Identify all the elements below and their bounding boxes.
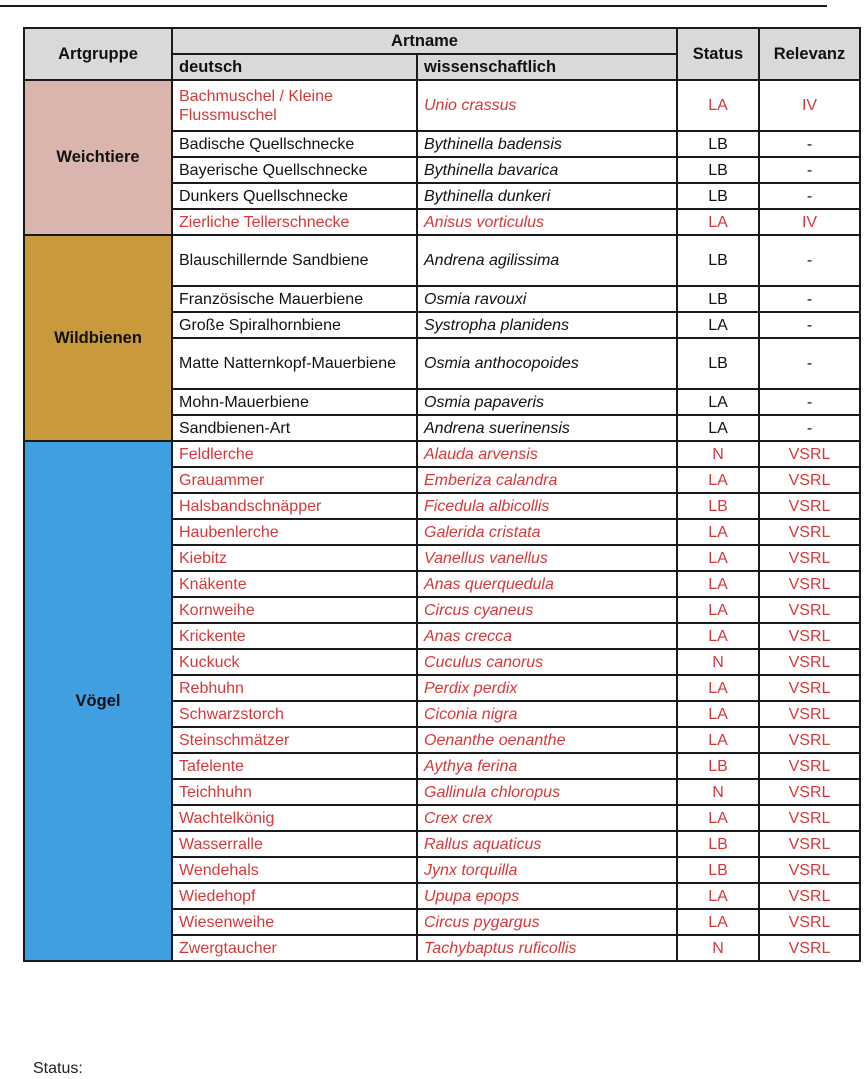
table-row	[24, 80, 860, 131]
cell-wissenschaftlich: Osmia ravouxi	[417, 286, 677, 312]
cell-wissenschaftlich: Perdix perdix	[417, 675, 677, 701]
cell-wissenschaftlich: Bythinella dunkeri	[417, 183, 677, 209]
cell-wissenschaftlich: Andrena suerinensis	[417, 415, 677, 441]
cell-wissenschaftlich: Osmia papaveris	[417, 389, 677, 415]
cell-status: LB	[677, 338, 759, 389]
cell-deutsch: Französische Mauerbiene	[172, 286, 417, 312]
cell-wissenschaftlich: Emberiza calandra	[417, 467, 677, 493]
header-status: Status	[677, 28, 759, 80]
cell-deutsch: Feldlerche	[172, 441, 417, 467]
cell-relevanz: VSRL	[759, 909, 860, 935]
cell-relevanz: VSRL	[759, 753, 860, 779]
cell-wissenschaftlich: Alauda arvensis	[417, 441, 677, 467]
cell-wissenschaftlich: Oenanthe oenanthe	[417, 727, 677, 753]
cell-deutsch: Krickente	[172, 623, 417, 649]
header-wissenschaftlich: wissenschaftlich	[417, 54, 677, 80]
cell-deutsch: Bachmuschel / Kleine Flussmuschel	[172, 80, 417, 131]
top-rule-divider	[0, 5, 827, 7]
cell-relevanz: VSRL	[759, 493, 860, 519]
cell-relevanz: VSRL	[759, 675, 860, 701]
cell-deutsch: Kiebitz	[172, 545, 417, 571]
cell-relevanz: -	[759, 286, 860, 312]
group-cell-weichtiere: Weichtiere	[24, 80, 172, 235]
cell-deutsch: Dunkers Quellschnecke	[172, 183, 417, 209]
cell-deutsch: Tafelente	[172, 753, 417, 779]
cell-relevanz: -	[759, 157, 860, 183]
cell-status: N	[677, 779, 759, 805]
cell-deutsch: Grauammer	[172, 467, 417, 493]
cell-relevanz: VSRL	[759, 623, 860, 649]
cell-status: LA	[677, 883, 759, 909]
cell-status: LA	[677, 675, 759, 701]
cell-status: LA	[677, 623, 759, 649]
cell-deutsch: Schwarzstorch	[172, 701, 417, 727]
cell-deutsch: Kuckuck	[172, 649, 417, 675]
cell-deutsch: Sandbienen-Art	[172, 415, 417, 441]
cell-deutsch: Haubenlerche	[172, 519, 417, 545]
cell-relevanz: VSRL	[759, 883, 860, 909]
cell-wissenschaftlich: Upupa epops	[417, 883, 677, 909]
cell-status: LB	[677, 131, 759, 157]
cell-wissenschaftlich: Jynx torquilla	[417, 857, 677, 883]
cell-relevanz: VSRL	[759, 649, 860, 675]
cell-wissenschaftlich: Circus cyaneus	[417, 597, 677, 623]
cell-wissenschaftlich: Systropha planidens	[417, 312, 677, 338]
cell-status: LA	[677, 909, 759, 935]
cell-wissenschaftlich: Bythinella badensis	[417, 131, 677, 157]
cell-deutsch: Kornweihe	[172, 597, 417, 623]
cell-deutsch: Blauschillernde Sandbiene	[172, 235, 417, 286]
cell-relevanz: -	[759, 312, 860, 338]
cell-relevanz: VSRL	[759, 831, 860, 857]
cell-status: LB	[677, 183, 759, 209]
cell-status: LB	[677, 493, 759, 519]
cell-wissenschaftlich: Gallinula chloropus	[417, 779, 677, 805]
cell-wissenschaftlich: Galerida cristata	[417, 519, 677, 545]
cell-deutsch: Teichhuhn	[172, 779, 417, 805]
cell-deutsch: Zwergtaucher	[172, 935, 417, 961]
cell-wissenschaftlich: Anas crecca	[417, 623, 677, 649]
cell-deutsch: Wiesenweihe	[172, 909, 417, 935]
species-table-body	[24, 80, 860, 961]
cell-deutsch: Halsbandschnäpper	[172, 493, 417, 519]
cell-deutsch: Mohn-Mauerbiene	[172, 389, 417, 415]
cell-status: LB	[677, 857, 759, 883]
cell-relevanz: IV	[759, 209, 860, 235]
cell-deutsch: Badische Quellschnecke	[172, 131, 417, 157]
cell-wissenschaftlich: Rallus aquaticus	[417, 831, 677, 857]
cell-deutsch: Wachtelkönig	[172, 805, 417, 831]
cell-status: LA	[677, 727, 759, 753]
cell-deutsch: Rebhuhn	[172, 675, 417, 701]
cell-relevanz: VSRL	[759, 779, 860, 805]
cell-status: N	[677, 441, 759, 467]
group-cell-voegel: Vögel	[24, 441, 172, 961]
cell-status: LA	[677, 701, 759, 727]
table-row	[24, 441, 860, 467]
cell-status: LA	[677, 415, 759, 441]
cell-status: LA	[677, 805, 759, 831]
header-artname: Artname	[172, 28, 677, 54]
group-cell-wildbienen: Wildbienen	[24, 235, 172, 441]
table-row	[24, 235, 860, 286]
cell-wissenschaftlich: Crex crex	[417, 805, 677, 831]
cell-relevanz: VSRL	[759, 805, 860, 831]
cell-wissenschaftlich: Tachybaptus ruficollis	[417, 935, 677, 961]
cell-wissenschaftlich: Osmia anthocopoides	[417, 338, 677, 389]
cell-relevanz: VSRL	[759, 519, 860, 545]
cell-wissenschaftlich: Anas querquedula	[417, 571, 677, 597]
status-legend-label: Status:	[33, 1060, 83, 1077]
cell-relevanz: -	[759, 338, 860, 389]
cell-deutsch: Matte Natternkopf-Mauerbiene	[172, 338, 417, 389]
cell-status: LA	[677, 597, 759, 623]
cell-status: LB	[677, 157, 759, 183]
cell-relevanz: IV	[759, 80, 860, 131]
cell-status: LA	[677, 389, 759, 415]
cell-wissenschaftlich: Circus pygargus	[417, 909, 677, 935]
cell-relevanz: -	[759, 389, 860, 415]
cell-relevanz: VSRL	[759, 545, 860, 571]
cell-wissenschaftlich: Ficedula albicollis	[417, 493, 677, 519]
cell-status: LB	[677, 286, 759, 312]
header-relevanz: Relevanz	[759, 28, 860, 80]
cell-status: LA	[677, 571, 759, 597]
header-artgruppe: Artgruppe	[24, 28, 172, 80]
header-deutsch: deutsch	[172, 54, 417, 80]
cell-status: LB	[677, 235, 759, 286]
cell-status: LA	[677, 312, 759, 338]
cell-relevanz: VSRL	[759, 701, 860, 727]
cell-deutsch: Zierliche Tellerschnecke	[172, 209, 417, 235]
cell-status: N	[677, 649, 759, 675]
cell-deutsch: Wiedehopf	[172, 883, 417, 909]
cell-status: LA	[677, 80, 759, 131]
cell-status: LB	[677, 831, 759, 857]
cell-deutsch: Knäkente	[172, 571, 417, 597]
cell-status: LB	[677, 753, 759, 779]
cell-status: LA	[677, 545, 759, 571]
cell-relevanz: -	[759, 415, 860, 441]
cell-wissenschaftlich: Aythya ferina	[417, 753, 677, 779]
cell-deutsch: Steinschmätzer	[172, 727, 417, 753]
cell-status: LA	[677, 519, 759, 545]
cell-relevanz: -	[759, 131, 860, 157]
cell-wissenschaftlich: Vanellus vanellus	[417, 545, 677, 571]
cell-wissenschaftlich: Andrena agilissima	[417, 235, 677, 286]
cell-deutsch: Große Spiralhornbiene	[172, 312, 417, 338]
cell-relevanz: VSRL	[759, 597, 860, 623]
cell-wissenschaftlich: Ciconia nigra	[417, 701, 677, 727]
cell-wissenschaftlich: Unio crassus	[417, 80, 677, 131]
species-table	[23, 27, 861, 962]
cell-relevanz: -	[759, 235, 860, 286]
cell-relevanz: VSRL	[759, 571, 860, 597]
cell-deutsch: Bayerische Quellschnecke	[172, 157, 417, 183]
cell-relevanz: VSRL	[759, 727, 860, 753]
cell-relevanz: VSRL	[759, 935, 860, 961]
cell-relevanz: -	[759, 183, 860, 209]
cell-wissenschaftlich: Cuculus canorus	[417, 649, 677, 675]
cell-deutsch: Wendehals	[172, 857, 417, 883]
cell-relevanz: VSRL	[759, 857, 860, 883]
cell-status: LA	[677, 209, 759, 235]
cell-relevanz: VSRL	[759, 441, 860, 467]
cell-relevanz: VSRL	[759, 467, 860, 493]
cell-status: N	[677, 935, 759, 961]
cell-wissenschaftlich: Bythinella bavarica	[417, 157, 677, 183]
cell-status: LA	[677, 467, 759, 493]
cell-wissenschaftlich: Anisus vorticulus	[417, 209, 677, 235]
cell-deutsch: Wasserralle	[172, 831, 417, 857]
